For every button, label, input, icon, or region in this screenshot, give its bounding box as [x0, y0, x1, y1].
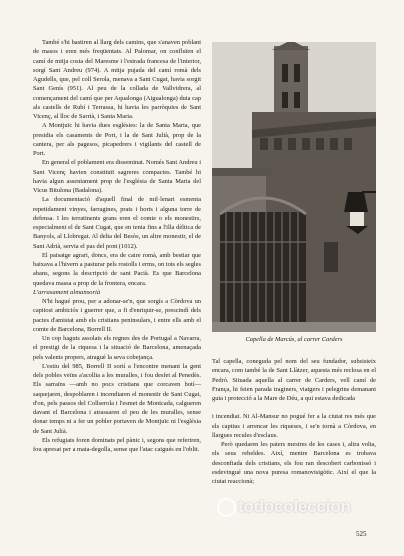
chapel-photo-illustration: [212, 42, 376, 332]
right-column: [212, 357, 376, 486]
paragraph: En general el poblament era disseminat. Només Sant Andreu i Sant Vicenç havien constituït sagreres compactes. També hi havia algun assentament prop de l'església de Santa Maria del Vicus Bitulona (Badalona).: [33, 159, 201, 194]
paragraph: La documentació d'aquell final de mil·lenari esmenta repetidament vinyes, farragines, prats i horts i alguna torre de defensa. I les terratinents grans eren el comte o els monestirs, especialment el de Sant Cugat, que en tenia fins a l'illa dèltica de Banyols, al Llobregat. Al delta del Besòs, un altre monestir, el de Sant Adrià, servia el pas del pont (1012).: [33, 196, 201, 250]
photo-caption: Capella de Marcús, al carrer Carders: [245, 336, 343, 343]
paragraph: Però quedaren les paters mestres de les cases i, altra volta, els seus rebeldes. Així, mentre Barcelona es trobava desconfiada dels cristians, els fou ran descobert carbonissó i esdevingué una nova puresa romanovisigòtic. Així el que la ciutat reaccionà;: [212, 441, 376, 485]
left-column: [33, 38, 201, 454]
spacer: [212, 403, 376, 412]
paragraph: Tal capella, coneguda pel nom del seu fundador, subsisteix encara, com també la de Sant Llàtzer, aquesta més reclosa en el Pedró. Situada aquella al carrer de Carders, vell camí de França, hi feien parada traginers, viatgers i pelegrins demanant guia i protecció a la Mare de Déu, a qui estava dedicada: [212, 358, 376, 402]
paragraph: N'hi hagué prou, per a adonar-se'n, que sorgís a Còrdova un capitost ambiciós i guerrer que, a fi d'enriquir-se, prescindí dels pactes d'amistat amb els cristians peninsulars, i entre ells amb el comte de Barcelona, Borrell II.: [33, 298, 201, 333]
paragraph: i incendiat. Ni Al-Mansur no pogué fer a la ciutat res més que els captius i arrencar les riqueses, i se'n tornà a Còrdova, en llargues recules d'esclaus.: [212, 413, 376, 439]
paragraph: Els refugiats foren dominats pel pànic i, segons que referiren, fou apresat per a mata-degolla, sense que l'atac caigués en l'oblit.: [33, 436, 201, 453]
paragraph: A Montjuïc hi havia dues esglésies: la de Santa Maria, que presidia els casaments de Port, i la de Sant Julià, prop de la cantera, per als pagesos, picapedrers i vigilants del castell de Port.: [33, 122, 201, 157]
watermark-text: todocoleccion: [238, 497, 351, 516]
paragraph: Un cop haguts assolats els regnes des de Portugal a Navarra, el prestigi de la riquesa i la situació de Barcelona, amenaçada pels valents propers, atragué la seva cobejança.: [33, 335, 201, 361]
paragraph: El paisatge agrari, doncs, era de caire romà, amb bestiar que baixava a l'hivern a pasturar pels rostolls i erms, on tots els segles abans, segons la descripció de sant Pacià. Es que Barcelona quedava massa a prop de la frontera, encara.: [33, 251, 201, 287]
page-number: 525: [356, 530, 367, 538]
chapel-photo: [212, 42, 376, 332]
paragraph: També s'hi bastiren al llarg dels camins, que s'anaven poblant de masos i eren més freqüentats. Al Palomar, on confluïen el camí de mitja costa del Maresme i l'estrada francesa de l'interior, sorgí Sant Andreu (974). A mitja pujada del camí romà dels Agudells, que, pel coll Serola, menava a Sant Cugat, havia sorgit Sant Genís (951). Al peu de la collada de Vallvidrera, al començament del camí que per Aqualonga (Aigualonga) duia cap als castells de Rubí i Terrassa, hi havia les parròquies de Sant Vicenç, al lloc de Sarrià, i Santa Maria.: [33, 39, 201, 120]
watermark-logo-icon: [217, 498, 236, 517]
section-heading: L'arrasament almansorià: [33, 288, 101, 296]
paragraph: L'estiu del 985, Borrell II sortí a l'encontre menant la gent dels pobles veïns a'acollia a les muralles, i fou desfet al Penedès. Els sarraïns —amb no pocs cristians que corcaven botí— saquejaren, despoblaren i incendiaren el monestir de Sant Cugat, d'on, pels passos del Collserola i l'esmet de Montcada, calgueren davant el Barcelona i atrassaren el peu de les muralles, sense donar temps ni a fer un pobler portaven de Montjuïc ni l'església de Sant Julià.: [33, 362, 201, 435]
